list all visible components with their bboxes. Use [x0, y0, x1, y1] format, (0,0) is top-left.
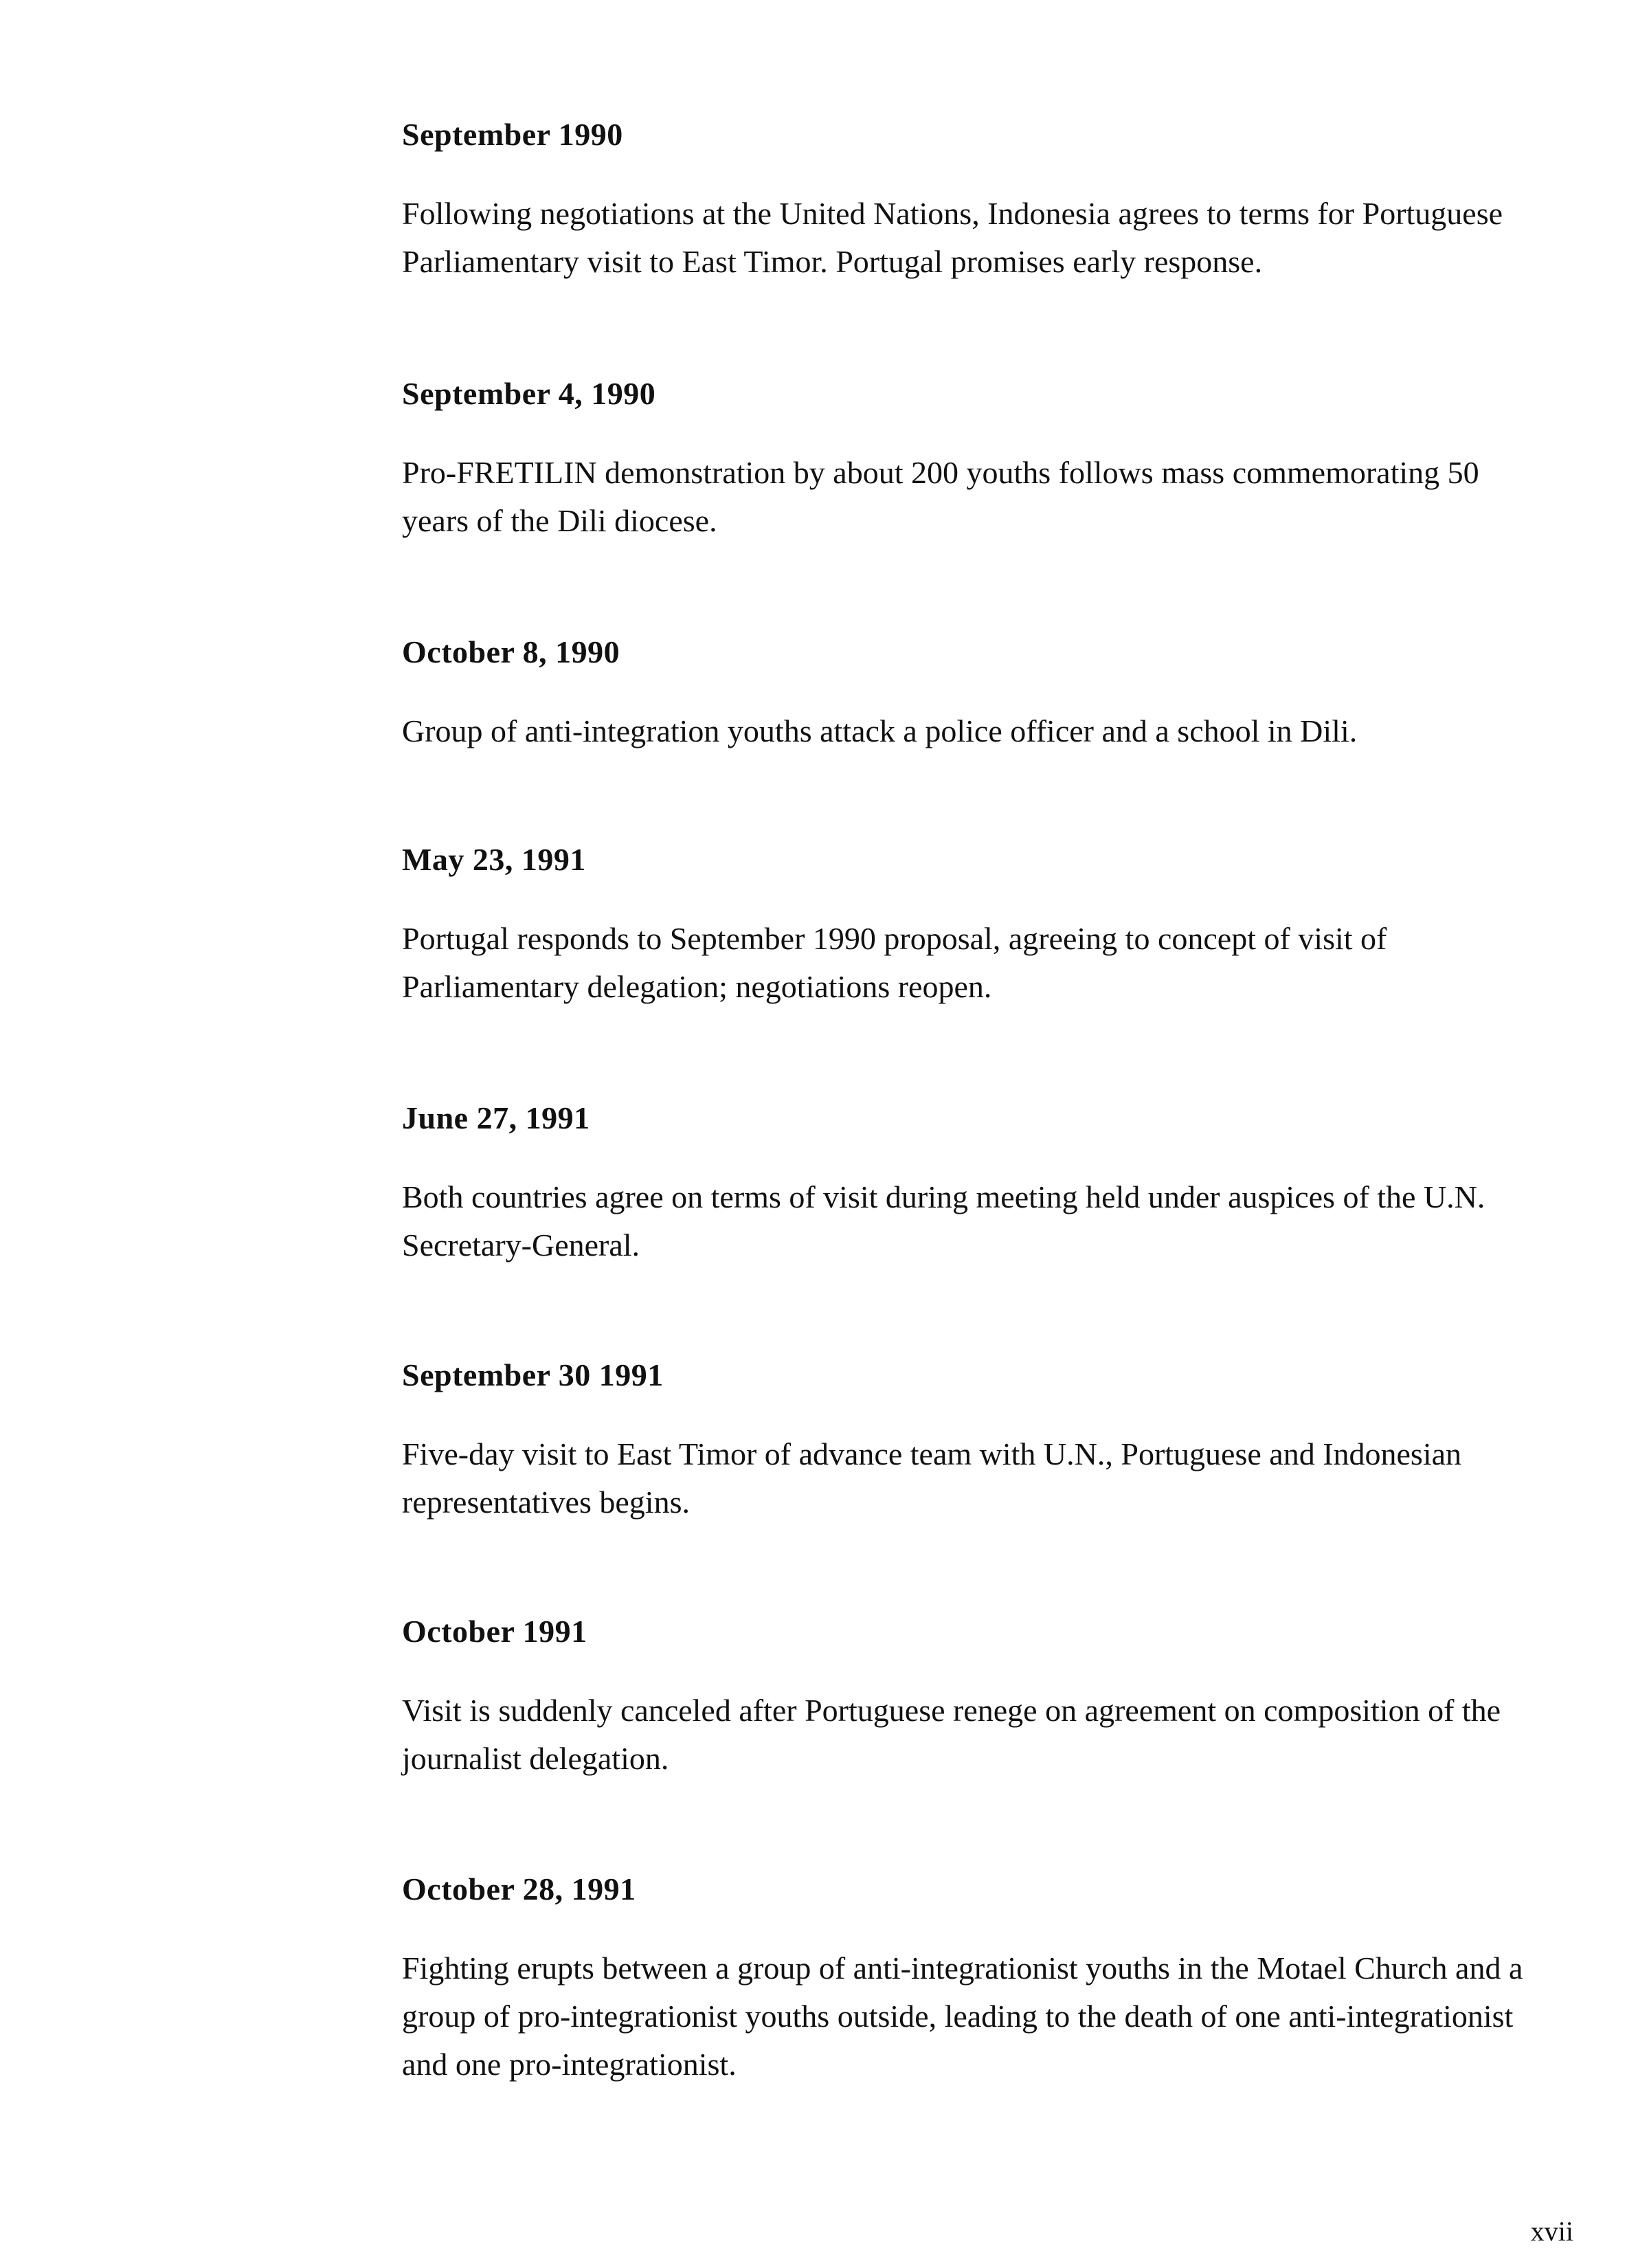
timeline-entry	[402, 375, 1529, 545]
entry-text: Group of anti-integration youths attack a police officer and a school in Dili.	[402, 713, 1358, 748]
entry-text: Visit is suddenly canceled after Portuguese renege on agreement on composition of the journalist delegation.	[402, 1693, 1501, 1776]
entry-date: September 1990	[402, 117, 623, 152]
entry-date: September 4, 1990	[402, 376, 656, 411]
entry-text: Pro-FRETILIN demonstration by about 200 youths follows mass commemorating 50 years of the Dili diocese.	[402, 455, 1479, 538]
entry-text: Both countries agree on terms of visit during meeting held under auspices of the U.N. Secretary-General.	[402, 1179, 1485, 1263]
timeline-entry	[402, 115, 1529, 286]
timeline-entry	[402, 1870, 1529, 2089]
entry-date: September 30 1991	[402, 1357, 664, 1392]
entry-date: June 27, 1991	[402, 1100, 590, 1135]
entry-text: Portugal responds to September 1990 proposal, agreeing to concept of visit of Parliamentary delegation; negotiations reopen.	[402, 921, 1387, 1004]
timeline-entry	[402, 841, 1529, 1011]
entry-date: May 23, 1991	[402, 842, 586, 877]
entry-text: Five-day visit to East Timor of advance team with U.N., Portuguese and Indonesian representatives begins.	[402, 1436, 1462, 1520]
entry-text: Fighting erupts between a group of anti-integrationist youths in the Motael Church and a group of pro-integrationist youths outside, leading to the death of one anti-integrationist and one pro-integrationist.	[402, 1950, 1523, 2082]
entry-date: October 1991	[402, 1614, 587, 1649]
timeline-entry	[402, 1099, 1529, 1269]
timeline-entry	[402, 1356, 1529, 1526]
entry-text: Following negotiations at the United Nations, Indonesia agrees to terms for Portuguese Parliamentary visit to East Timor. Portugal promises early response.	[402, 196, 1503, 279]
entry-date: October 8, 1990	[402, 634, 620, 669]
entry-date: October 28, 1991	[402, 1871, 636, 1906]
timeline-entry	[402, 1612, 1529, 1783]
page-number: xvii	[1530, 2216, 1573, 2247]
timeline-entry	[402, 633, 1529, 755]
